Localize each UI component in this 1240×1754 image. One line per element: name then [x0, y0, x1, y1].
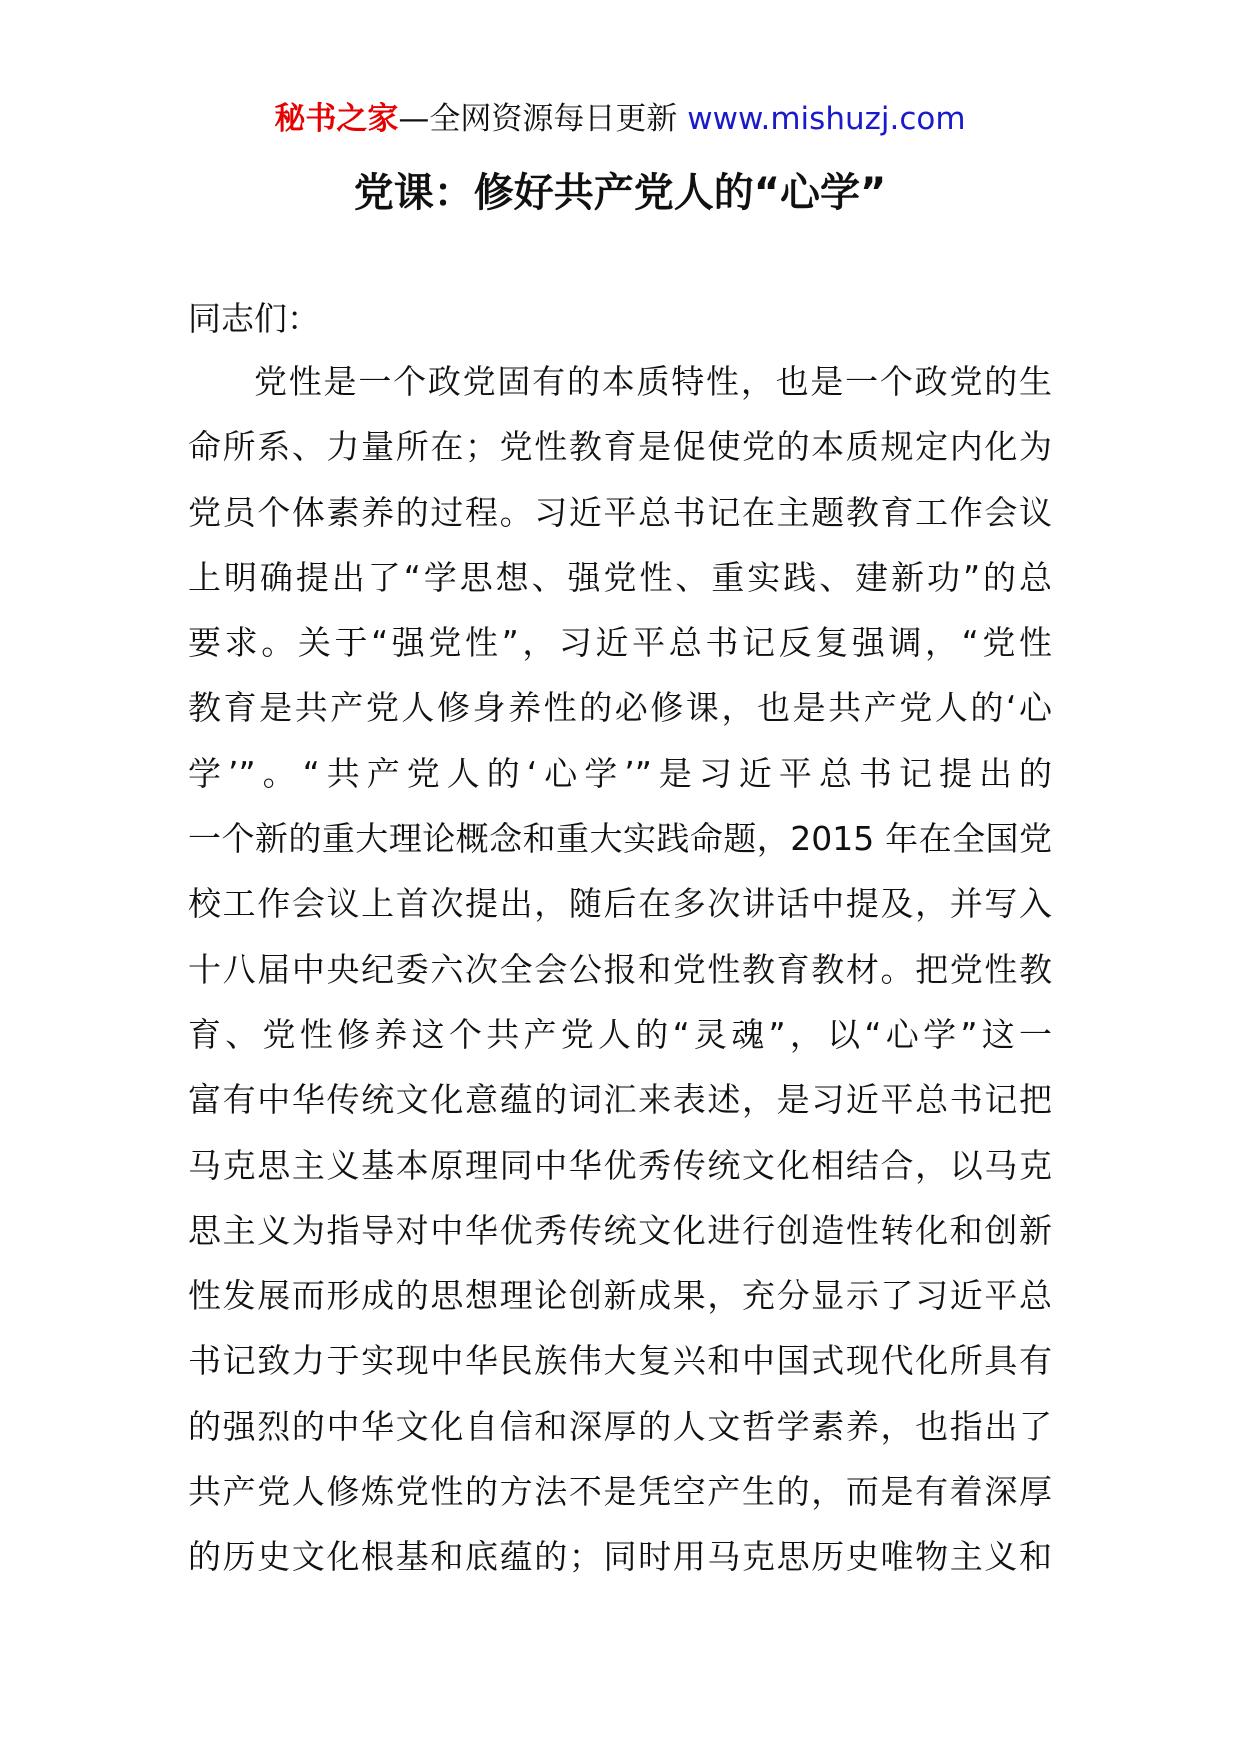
site-slogan: —全网资源每日更新: [398, 101, 688, 137]
paragraph-line: 学’”。“共产党人的‘心学’”是习近平总书记提出的: [188, 753, 1052, 793]
paragraph-line: 党性是一个政党固有的本质特性，也是一个政党的生: [254, 362, 1052, 401]
body-text: [188, 360, 1052, 1601]
paragraph-line: 育、党性修养这个共产党人的“灵魂”，以“心学”这一: [188, 1014, 1052, 1054]
paragraph-line: 书记致力于实现中华民族伟大复兴和中国式现代化所具有: [188, 1341, 1052, 1381]
paragraph-line: 一个新的重大理论概念和重大实践命题，2015 年在全国党: [188, 819, 1052, 859]
paragraph-line: 马克思主义基本原理同中华优秀传统文化相结合，以马克: [188, 1145, 1052, 1185]
paragraph-line: 十八届中央纪委六次全会公报和党性教育教材。把党性教: [188, 949, 1052, 989]
site-url-link[interactable]: www.mishuzj.com: [687, 101, 966, 137]
paragraph-line: 校工作会议上首次提出，随后在多次讲话中提及，并写入: [188, 884, 1052, 924]
document-title: 党课：修好共产党人的“心学”: [353, 170, 887, 216]
paragraph-line: 命所系、力量所在；党性教育是促使党的本质规定内化为: [188, 427, 1052, 467]
salutation: 同志们：: [188, 299, 320, 338]
brand-name: 秘书之家: [274, 101, 399, 137]
paragraph-line: 性发展而形成的思想理论创新成果，充分显示了习近平总: [188, 1276, 1052, 1316]
paragraph-line: 的强烈的中华文化自信和深厚的人文哲学素养，也指出了: [188, 1406, 1052, 1446]
paragraph-line: 共产党人修炼党性的方法不是凭空产生的，而是有着深厚: [188, 1472, 1052, 1512]
paragraph-line: 上明确提出了“学思想、强党性、重实践、建新功”的总: [188, 557, 1052, 597]
site-header: [0, 98, 1240, 140]
paragraph-line: 党员个体素养的过程。习近平总书记在主题教育工作会议: [188, 492, 1052, 532]
paragraph-line: 思主义为指导对中华优秀传统文化进行创造性转化和创新: [188, 1210, 1052, 1250]
paragraph-line: 的历史文化根基和底蕴的；同时用马克思历史唯物主义和: [188, 1537, 1052, 1577]
paragraph-line: 教育是共产党人修身养性的必修课，也是共产党人的‘心: [188, 688, 1052, 728]
paragraph-line: 要求。关于“强党性”，习近平总书记反复强调，“党性: [188, 623, 1052, 663]
paragraph-line: 富有中华传统文化意蕴的词汇来表述，是习近平总书记把: [188, 1080, 1052, 1120]
